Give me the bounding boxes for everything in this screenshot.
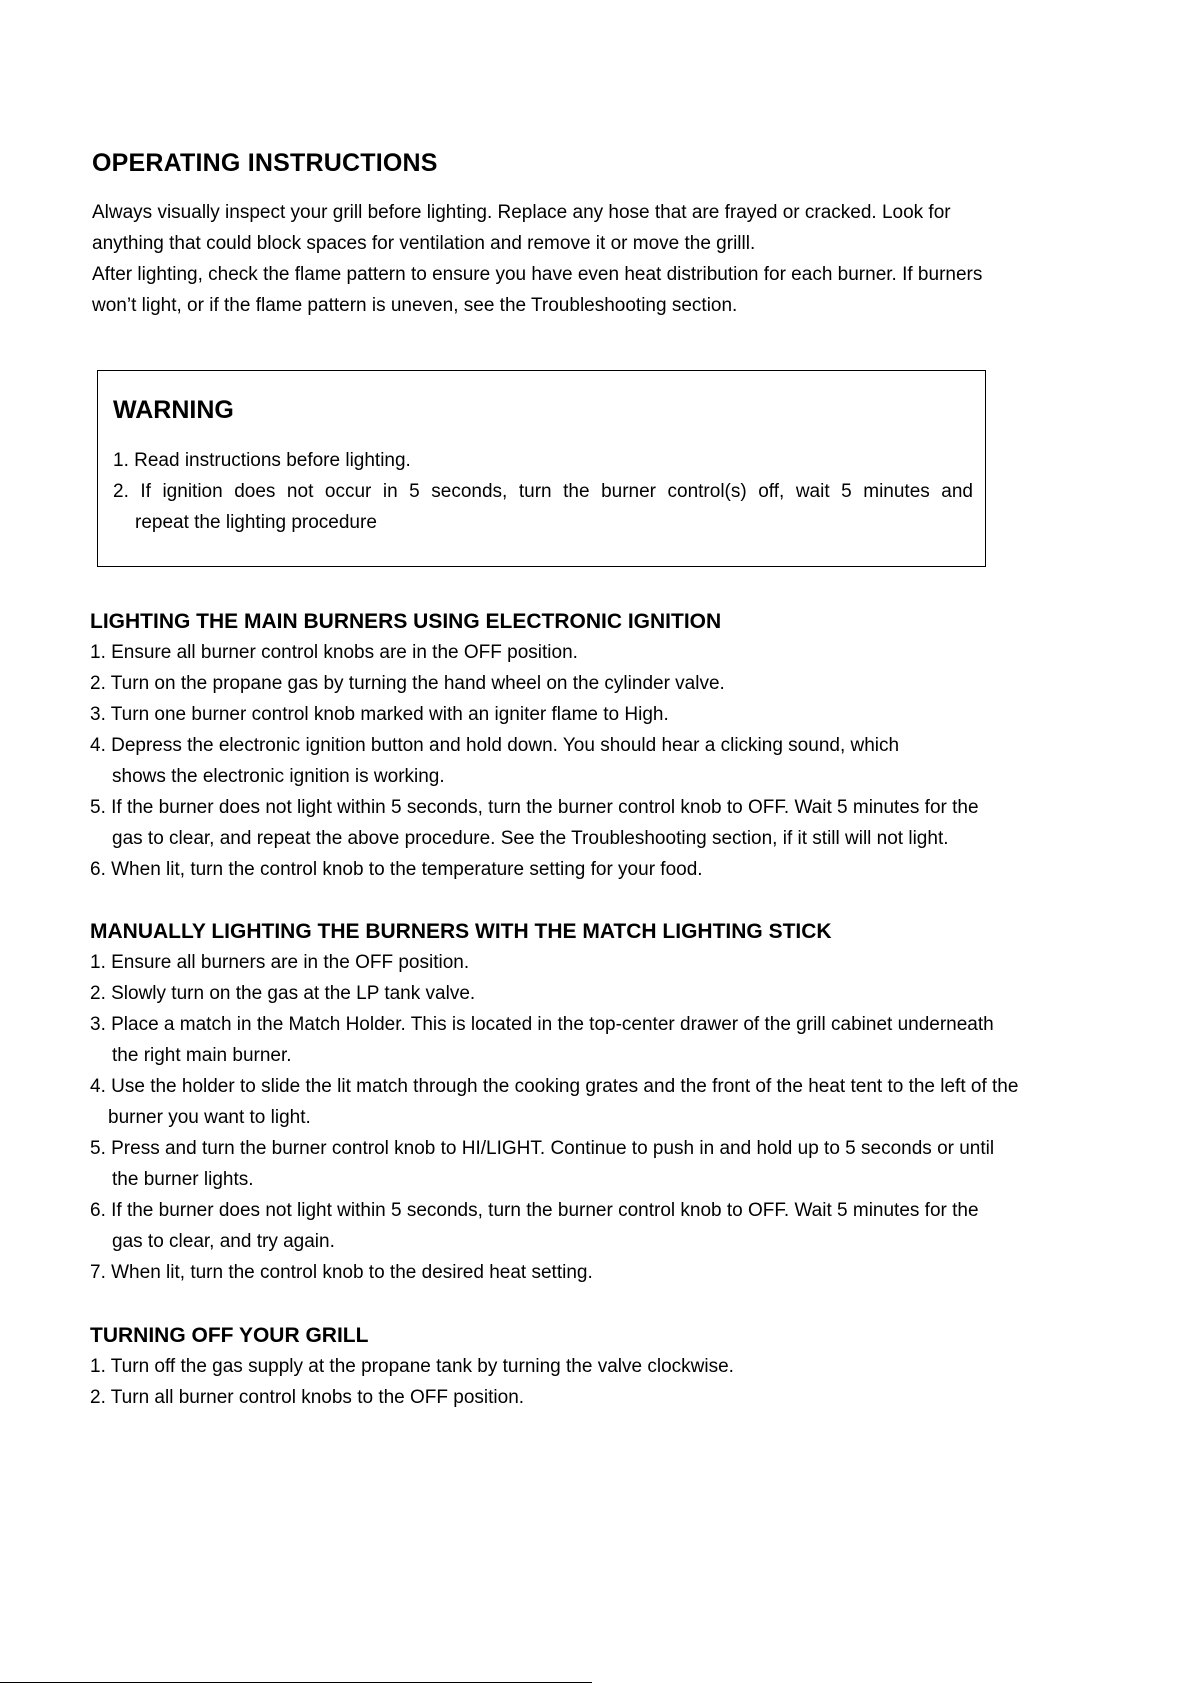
intro-line: anything that could block spaces for ventilation and remove it or move the grilll.	[92, 233, 756, 254]
step-item: 7. When lit, turn the control knob to the desired heat setting.	[90, 1262, 593, 1283]
step-item-continued: shows the electronic ignition is working.	[112, 766, 445, 787]
step-item: 4. Use the holder to slide the lit match through the cooking grates and the front of the heat tent to the left of the	[90, 1076, 1019, 1097]
step-item: 6. When lit, turn the control knob to the temperature setting for your food.	[90, 859, 703, 880]
step-item: 4. Depress the electronic ignition button and hold down. You should hear a clicking sound, which	[90, 735, 900, 756]
warning-title: WARNING	[113, 396, 234, 424]
step-list	[90, 637, 1120, 885]
warning-item: 2. If ignition does not occur in 5 seconds, turn the burner control(s) off, wait 5 minutes and	[113, 481, 973, 502]
page-title: OPERATING INSTRUCTIONS	[92, 149, 438, 177]
step-item: 2. Turn on the propane gas by turning the hand wheel on the cylinder valve.	[90, 673, 725, 694]
step-item-continued: gas to clear, and try again.	[112, 1231, 335, 1252]
step-item: 3. Turn one burner control knob marked with an igniter flame to High.	[90, 704, 669, 725]
section-manual-lighting	[90, 916, 1120, 1288]
step-item: 2. Slowly turn on the gas at the LP tank valve.	[90, 983, 476, 1004]
step-item: 1. Turn off the gas supply at the propane tank by turning the valve clockwise.	[90, 1356, 734, 1377]
step-item: 2. Turn all burner control knobs to the OFF position.	[90, 1387, 525, 1408]
step-item: 1. Ensure all burner control knobs are in the OFF position.	[90, 642, 578, 663]
step-list	[90, 947, 1120, 1288]
step-item: 5. If the burner does not light within 5 seconds, turn the burner control knob to OFF. Wait 5 minutes for the	[90, 797, 979, 818]
intro-line: won’t light, or if the flame pattern is uneven, see the Troubleshooting section.	[92, 295, 738, 316]
step-item: 1. Ensure all burners are in the OFF position.	[90, 952, 470, 973]
section-heading: MANUALLY LIGHTING THE BURNERS WITH THE MATCH LIGHTING STICK	[90, 920, 832, 943]
warning-item-continued: repeat the lighting procedure	[135, 512, 377, 533]
step-item-continued: gas to clear, and repeat the above procedure. See the Troubleshooting section, if it still will not light.	[112, 828, 949, 849]
warning-item: 1. Read instructions before lighting.	[113, 450, 411, 471]
step-item-continued: the right main burner.	[112, 1045, 292, 1066]
section-heading: TURNING OFF YOUR GRILL	[90, 1324, 369, 1347]
section-heading: LIGHTING THE MAIN BURNERS USING ELECTRONIC IGNITION	[90, 610, 722, 633]
warning-list	[113, 445, 973, 538]
step-item-continued: the burner lights.	[112, 1169, 254, 1190]
step-item: 6. If the burner does not light within 5 seconds, turn the burner control knob to OFF. Wait 5 minutes for the	[90, 1200, 979, 1221]
step-item: 5. Press and turn the burner control knob to HI/LIGHT. Continue to push in and hold up to 5 seconds or until	[90, 1138, 995, 1159]
step-item-continued: burner you want to light.	[108, 1107, 311, 1128]
warning-box	[97, 370, 986, 567]
step-item: 3. Place a match in the Match Holder. This is located in the top-center drawer of the grill cabinet underneath	[90, 1014, 994, 1035]
step-list	[90, 1351, 1120, 1413]
intro-text	[92, 197, 1092, 321]
section-electronic-ignition	[90, 606, 1120, 885]
section-turning-off	[90, 1320, 1120, 1413]
footer-divider	[0, 1682, 592, 1683]
intro-line: After lighting, check the flame pattern to ensure you have even heat distribution for each burner. If burners	[92, 264, 983, 285]
intro-line: Always visually inspect your grill before lighting. Replace any hose that are frayed or cracked. Look for	[92, 202, 951, 223]
